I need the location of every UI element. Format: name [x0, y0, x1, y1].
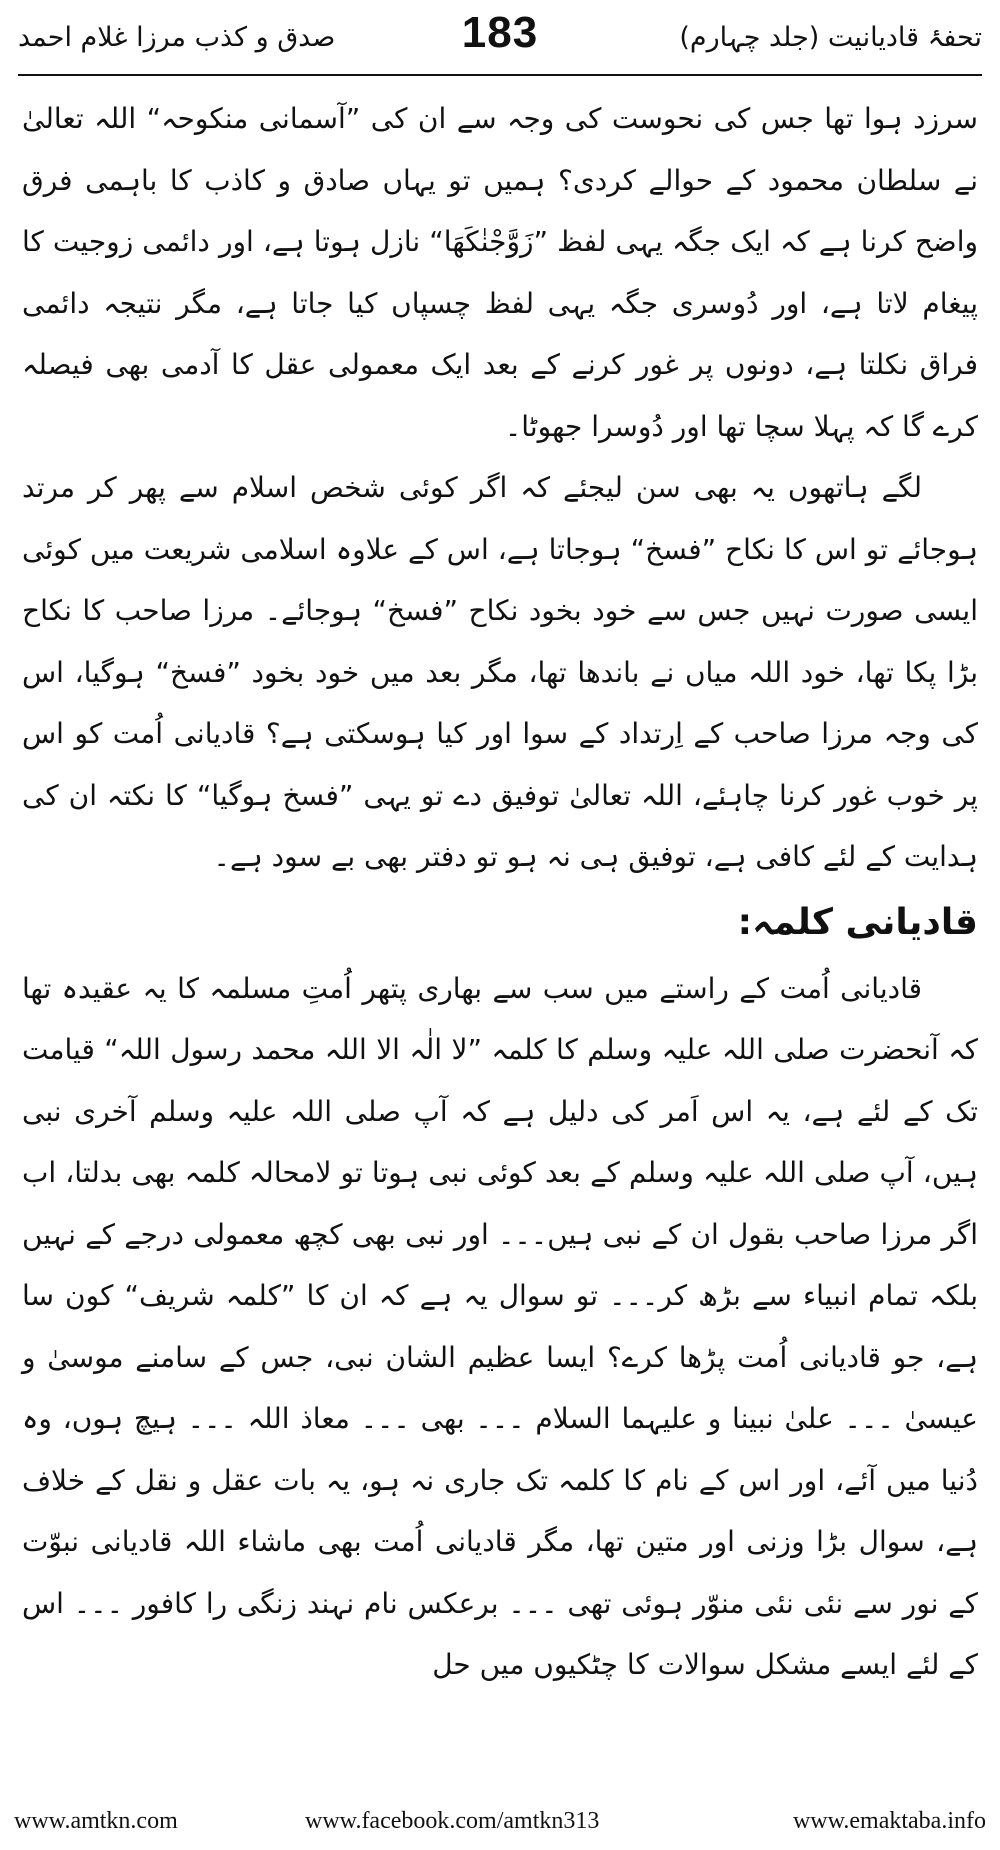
page-number: 183	[461, 8, 539, 57]
page-header	[0, 0, 1000, 78]
chapter-title: صدق و کذب مرزا غلام احمد	[18, 22, 336, 53]
header-divider	[18, 74, 982, 76]
paragraph-2: لگے ہاتھوں یہ بھی سن لیجئے کہ اگر کوئی شخص اسلام سے پھر کر مرتد ہوجائے تو اس کا نکاح ”فسخ“ ہوجاتا ہے، اس کے علاوہ اسلامی شریعت میں کوئی ایسی صورت نہیں جس سے خود بخود نکاح ”فسخ“ ہوجائے۔ مرزا صاحب کا نکاح بڑا پکا تھا، خود اللہ میاں نے باندھا تھا، مگر بعد میں خود بخود ”فسخ“ ہوگیا، اس کی وجہ مرزا صاحب کے اِرتداد کے سوا اور کیا ہوسکتی ہے؟ قادیانی اُمت کو اس پر خوب غور کرنا چاہئے، اللہ تعالیٰ توفیق دے تو یہی ”فسخ ہوگیا“ کا نکتہ ان کی ہدایت کے لئے کافی ہے، توفیق ہی نہ ہو تو دفتر بھی بے سود ہے۔	[22, 471, 978, 873]
footer-link-amtkn[interactable]: www.amtkn.com	[14, 1808, 178, 1834]
paragraph-1: سرزد ہوا تھا جس کی نحوست کی وجہ سے ان کی ”آسمانی منکوحہ“ اللہ تعالیٰ نے سلطان محمود کے حوالے کردی؟ ہمیں تو یہاں صادق و کاذب کا باہمی فرق واضح کرنا ہے کہ ایک جگہ یہی لفظ ”زَوَّجْنٰکَھَا“ نازل ہوتا ہے، اور دائمی زوجیت کا پیغام لاتا ہے، اور دُوسری جگہ یہی لفظ چسپاں کیا جاتا ہے، مگر نتیجہ دائمی فراق نکلتا ہے، دونوں پر غور کرنے کے بعد ایک معمولی عقل کا آدمی بھی فیصلہ کرے گا کہ پہلا سچا تھا اور دُوسرا جھوٹا۔	[22, 102, 978, 443]
footer-link-emaktaba[interactable]: www.emaktaba.info	[792, 1808, 986, 1834]
footer-link-facebook[interactable]: www.facebook.com/amtkn313	[305, 1808, 600, 1834]
page-footer	[0, 1808, 1000, 1842]
page-body	[22, 88, 978, 1778]
section-heading: قادیانی کلمہ:	[737, 901, 978, 943]
book-title: تحفۂ قادیانیت (جلد چہارم)	[679, 22, 982, 53]
paragraph-3: قادیانی اُمت کے راستے میں سب سے بھاری پتھر اُمتِ مسلمہ کا یہ عقیدہ تھا کہ آنحضرت صلی اللہ علیہ وسلم کا کلمہ ”لا الٰہ الا اللہ محمد رسول اللہ“ قیامت تک کے لئے ہے، یہ اس اَمر کی دلیل ہے کہ آپ صلی اللہ علیہ وسلم آخری نبی ہیں، آپ صلی اللہ علیہ وسلم کے بعد کوئی نبی ہوتا تو لامحالہ کلمہ بھی بدلتا، اب اگر مرزا صاحب بقول ان کے نبی ہیں۔۔۔ اور نبی بھی کچھ معمولی درجے کے نہیں بلکہ تمام انبیاء سے بڑھ کر۔۔۔ تو سوال یہ ہے کہ ان کا ”کلمہ شریف“ کون سا ہے، جو قادیانی اُمت پڑھا کرے؟ ایسا عظیم الشان نبی، جس کے سامنے موسیٰ و عیسیٰ ۔۔۔ علیٰ نبینا و علیہما السلام ۔۔۔ بھی ۔۔۔ معاذ اللہ ۔۔۔ ہیچ ہوں، وہ دُنیا میں آئے، اور اس کے نام کا کلمہ تک جاری نہ ہو، یہ بات عقل و نقل کے خلاف ہے، سوال بڑا وزنی اور متین تھا، مگر قادیانی اُمت بھی ماشاء اللہ قادیانی نبوّت کے نور سے نئی نئی منوّر ہوئی تھی ۔۔۔ برعکس نام نہند زنگی را کافور ۔۔۔ اس کے لئے ایسے مشکل سوالات کا چٹکیوں میں حل	[22, 971, 978, 1681]
